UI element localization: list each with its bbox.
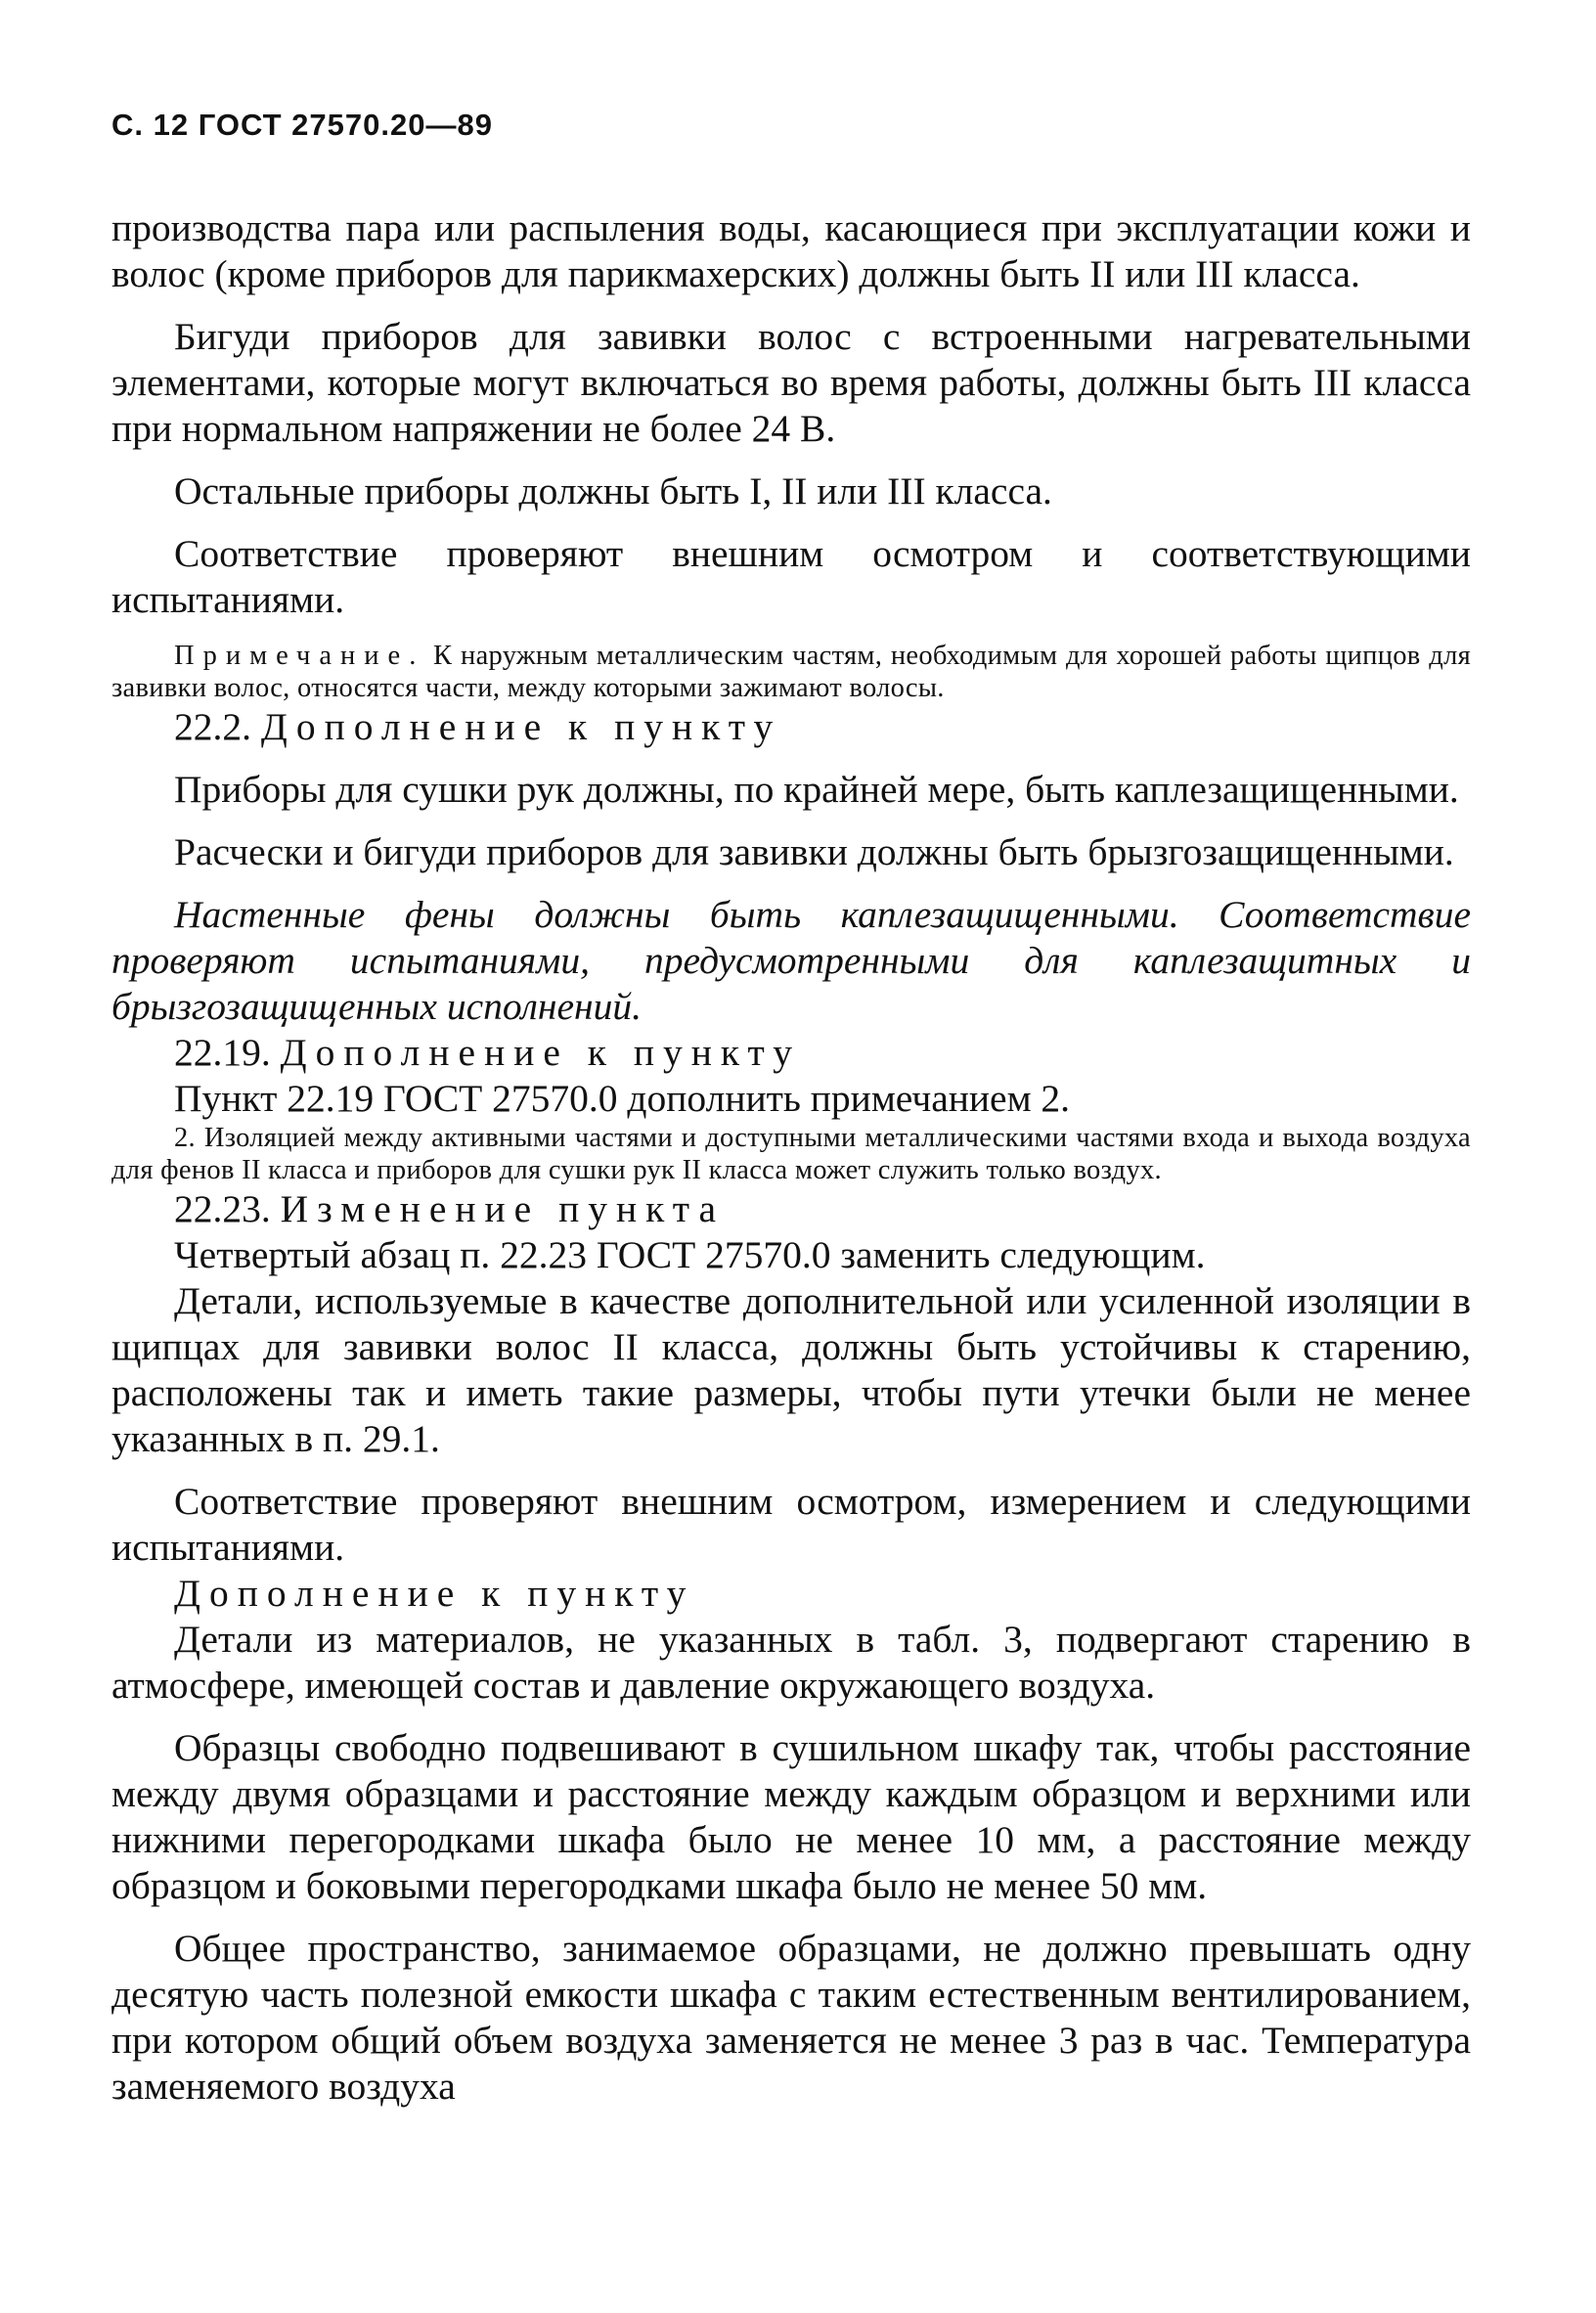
paragraph: Образцы свободно подвешивают в сушильном шкафу так, чтобы расстояние между двумя образцами и расстояние между каждым образцом и верхними или нижними перегородками шкафа было не менее 10 мм, а расстояние между образцом и боковыми перегородками шкафа было не менее 50 мм.: [111, 1726, 1471, 1907]
running-head: С. 12 ГОСТ 27570.20—89: [111, 108, 493, 142]
paragraph: Пункт 22.19 ГОСТ 27570.0 дополнить примечанием 2.: [174, 1077, 1071, 1120]
paragraph: Четвертый абзац п. 22.23 ГОСТ 27570.0 заменить следующим.: [174, 1233, 1206, 1276]
paragraph: Соответствие проверяют внешним осмотром, измерением и следующими испытаниями.: [111, 1480, 1471, 1569]
section-heading-22-23: [111, 1186, 1471, 1232]
section-number: 22.19.: [174, 1031, 271, 1074]
note-2: 2. Изоляцией между активными частями и доступными металлическими частями входа и выхода воздуха для фенов II класса и приборов для сушки рук II класса может служить только воздух.: [111, 1123, 1471, 1185]
section-heading-22-19: [111, 1030, 1471, 1076]
note-1: [111, 640, 1471, 704]
paragraph: Расчески и бигуди приборов для завивки должны быть брызгозащищенными.: [174, 830, 1454, 873]
paragraph: Детали, используемые в качестве дополнительной или усиленной изоляции в щипцах для завивки волос II класса, должны быть устойчивы к старению, расположены так и иметь такие размеры, чтобы пути утечки были не менее указанных в п. 29.1.: [111, 1279, 1471, 1460]
document-page: [111, 108, 1471, 2110]
paragraph: Детали из материалов, не указанных в табл. 3, подвергают старению в атмосфере, имеющей состав и давление окружающего воздуха.: [111, 1618, 1471, 1707]
section-heading-22-2: [111, 704, 1471, 750]
note-text: К наружным металлическим частям, необходимым для хорошей работы щипцов для завивки волос, относятся части, между которыми зажимают волосы.: [111, 641, 1471, 703]
paragraph: Бигуди приборов для завивки волос с встроенными нагревательными элементами, которые могут включаться во время работы, должны быть III класса при нормальном напряжении не более 24 В.: [111, 315, 1471, 450]
paragraph: производства пара или распыления воды, касающиеся при эксплуатации кожи и волос (кроме приборов для парикмахерских) должны быть II или III класса.: [111, 206, 1471, 295]
section-title: Дополнение к пункту: [260, 705, 782, 748]
section-title: Дополнение к пункту: [280, 1031, 802, 1074]
italic-paragraph: Настенные фены должны быть каплезащищенными. Соответствие проверяют испытаниями, предусмотренными для каплезащитных и брызгозащищенных исполнений.: [111, 893, 1471, 1028]
paragraph: Остальные приборы должны быть I, II или III класса.: [174, 469, 1052, 512]
section-title: Дополнение к пункту: [174, 1572, 695, 1615]
section-title: Изменение пункта: [280, 1187, 726, 1230]
paragraph: Соответствие проверяют внешним осмотром и соответствующими испытаниями.: [111, 532, 1471, 621]
section-number: 22.23.: [174, 1187, 271, 1230]
note-label: Примечание.: [174, 641, 425, 671]
section-number: 22.2.: [174, 705, 251, 748]
section-heading-addition: [111, 1571, 1471, 1617]
paragraph: Общее пространство, занимаемое образцами, не должно превышать одну десятую часть полезной емкости шкафа с таким естественным вентилированием, при котором общий объем воздуха заменяется не менее 3 раз в час. Температура заменяемого воздуха: [111, 1927, 1471, 2108]
paragraph: Приборы для сушки рук должны, по крайней мере, быть каплезащищенными.: [174, 768, 1459, 811]
